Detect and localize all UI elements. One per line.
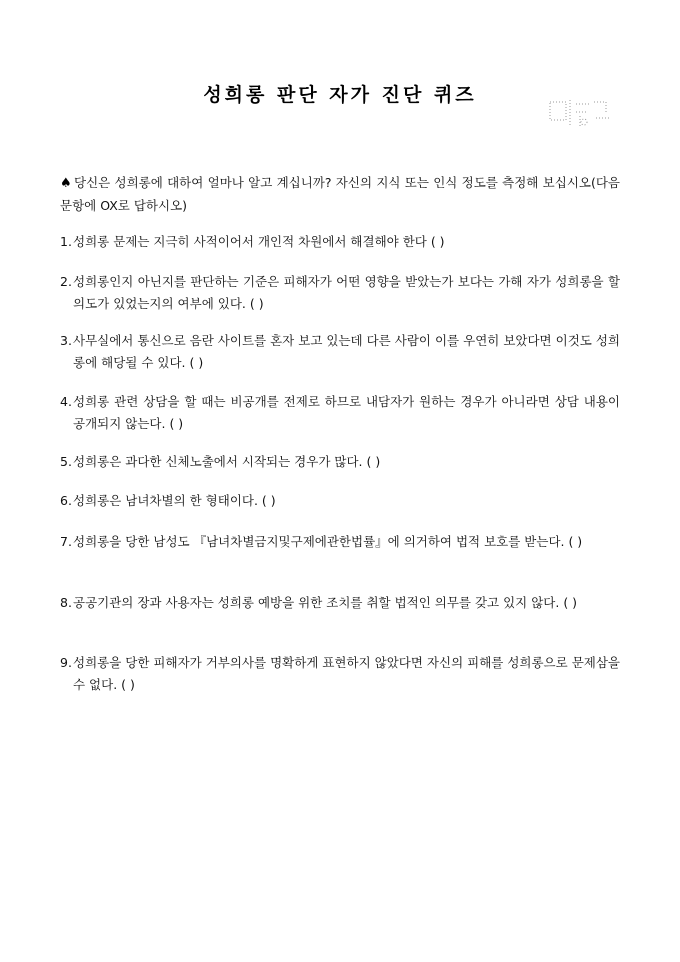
question-item-6: [60, 490, 620, 512]
question-number: 4.: [60, 394, 72, 409]
question-number: 2.: [60, 274, 72, 289]
question-item-2: [60, 271, 620, 315]
question-number: 9.: [60, 655, 72, 670]
question-text: 성희롱인지 아닌지를 판단하는 기준은 피해자가 어떤 영향을 받았는가 보다는 가해 자가 성희롱을 할 의도가 있었는지의 여부에 있다. ( ): [73, 274, 620, 311]
faded-stamp-mark: [544, 96, 614, 132]
question-text: 성희롱을 당한 피해자가 거부의사를 명확하게 표현하지 않았다면 자신의 피해를 성희롱으로 문제삼을 수 없다. ( ): [73, 655, 620, 692]
question-item-9: [60, 652, 620, 696]
question-number: 7.: [60, 534, 72, 549]
question-text: 성희롱 문제는 지극히 사적이어서 개인적 차원에서 해결해야 한다 ( ): [73, 234, 445, 249]
question-text: 성희롱 관련 상담을 할 때는 비공개를 전제로 하므로 내담자가 원하는 경우가 아니라면 상담 내용이 공개되지 않는다. ( ): [73, 394, 620, 431]
page-title: 성희롱 판단 자가 진단 퀴즈: [203, 84, 477, 106]
quiz-instructions: [60, 172, 620, 217]
question-number: 3.: [60, 333, 72, 348]
question-number: 6.: [60, 493, 72, 508]
question-item-7: [60, 531, 620, 553]
question-item-5: [60, 451, 620, 473]
question-item-1: [60, 231, 620, 253]
spade-icon: ♠: [60, 176, 72, 191]
question-item-4: [60, 391, 620, 435]
question-text: 성희롱은 남녀차별의 한 형태이다. ( ): [73, 493, 276, 508]
question-text: 공공기관의 장과 사용자는 성희롱 예방을 위한 조치를 취할 법적인 의무를 갖고 있지 않다. ( ): [73, 595, 578, 610]
instructions-text: 당신은 성희롱에 대하여 얼마나 알고 계십니까? 자신의 지식 또는 인식 정도를 측정해 보십시오(다음 문항에 OX로 답하시오): [60, 175, 620, 213]
question-item-3: [60, 330, 620, 374]
question-number: 8.: [60, 595, 72, 610]
question-number: 1.: [60, 234, 72, 249]
question-number: 5.: [60, 454, 72, 469]
question-text: 성희롱은 과다한 신체노출에서 시작되는 경우가 많다. ( ): [73, 454, 381, 469]
question-text: 사무실에서 통신으로 음란 사이트를 혼자 보고 있는데 다른 사람이 이를 우연히 보았다면 이것도 성희롱에 해당될 수 있다. ( ): [73, 333, 620, 370]
question-text: 성희롱을 당한 남성도 『남녀차별금지및구제에관한법률』에 의거하여 법적 보호를 받는다. ( ): [73, 534, 583, 549]
question-item-8: [60, 592, 620, 614]
